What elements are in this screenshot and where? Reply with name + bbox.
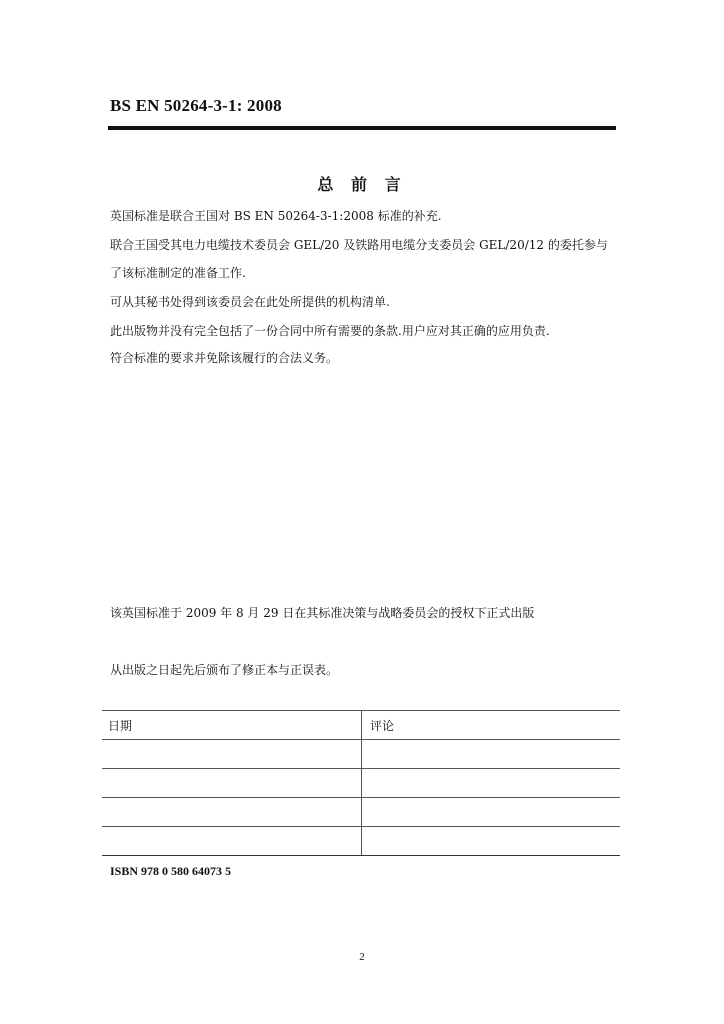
table-header-row — [102, 711, 620, 740]
paragraph: 联合王国受其电力电缆技术委员会 GEL/20 及铁路用电缆分支委员会 GEL/20/12 的委托参与 — [110, 238, 608, 252]
column-header-date: 日期 — [102, 711, 362, 740]
comment-cell — [362, 769, 621, 798]
paragraph: 英国标准是联合王国对 BS EN 50264-3-1:2008 标准的补充. — [110, 209, 442, 223]
paragraph: 了该标准制定的准备工作. — [110, 266, 246, 280]
date-cell — [102, 827, 362, 856]
standard-number: BS EN 50264-3-1: 2008 — [110, 96, 282, 115]
header-rule — [108, 126, 616, 130]
table-row — [102, 740, 620, 769]
column-header-comment: 评论 — [362, 711, 621, 740]
amendments-table — [102, 710, 620, 856]
table-row — [102, 798, 620, 827]
page-title: 总 前 言 — [317, 175, 407, 194]
comment-cell — [362, 827, 621, 856]
date-cell — [102, 740, 362, 769]
paragraph: 可从其秘书处得到该委员会在此处所提供的机构清单. — [110, 295, 390, 309]
date-cell — [102, 798, 362, 827]
table-row — [102, 769, 620, 798]
paragraph: 此出版物并没有完全包括了一份合同中所有需要的条款.用户应对其正确的应用负责. — [110, 324, 550, 338]
date-cell — [102, 769, 362, 798]
table-row — [102, 827, 620, 856]
comment-cell — [362, 798, 621, 827]
amendments-intro: 从出版之日起先后颁布了修正本与正误表。 — [110, 663, 339, 677]
publication-approval: 该英国标准于 2009 年 8 月 29 日在其标准决策与战略委员会的授权下正式出版 — [110, 606, 535, 620]
isbn: ISBN 978 0 580 64073 5 — [110, 864, 232, 878]
page-number: 2 — [359, 951, 365, 963]
comment-cell — [362, 740, 621, 769]
paragraph: 符合标准的要求并免除该履行的合法义务。 — [110, 351, 339, 365]
